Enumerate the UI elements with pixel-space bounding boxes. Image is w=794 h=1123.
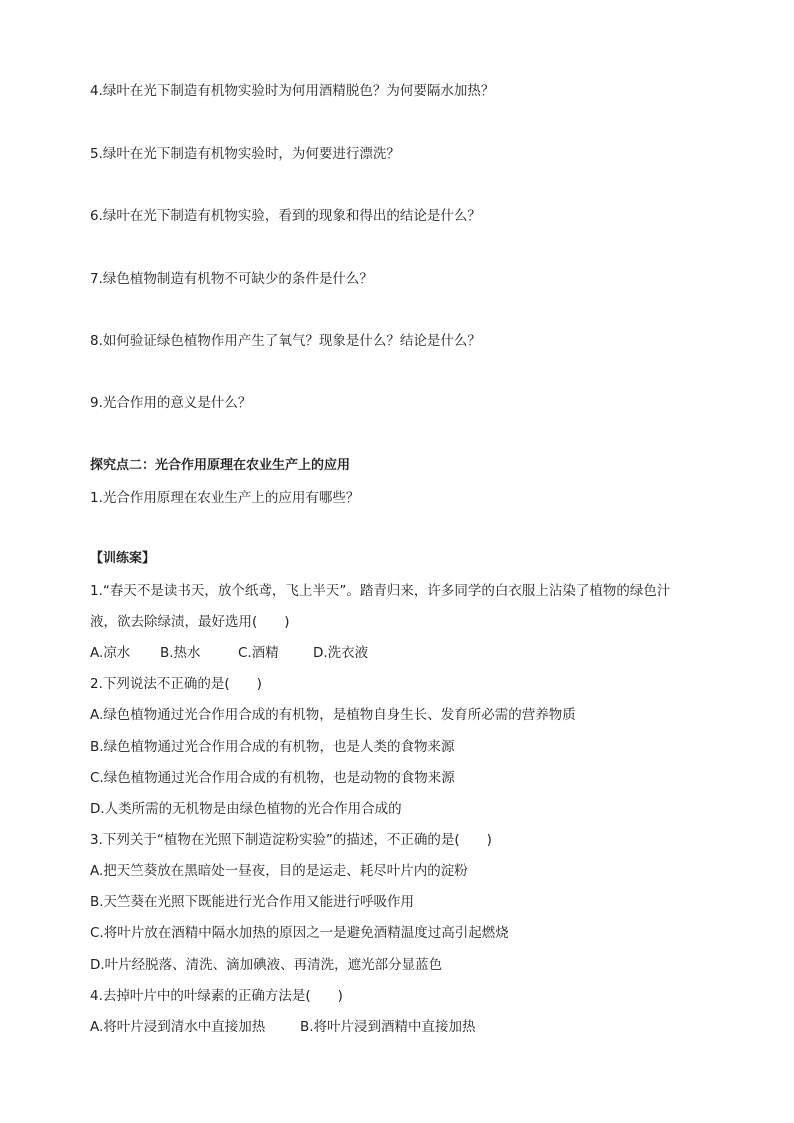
- option-d: D.洗衣液: [313, 645, 369, 661]
- training-q3-option-c: C.将叶片放在酒精中隔水加热的原因之一是避免酒精温度过高引起燃烧: [90, 925, 509, 941]
- training-q1-options: [90, 644, 368, 662]
- question-8: 8.如何验证绿色植物作用产生了氧气？现象是什么？结论是什么？: [90, 333, 481, 349]
- training-q2-option-a: A.绿色植物通过光合作用合成的有机物，是植物自身生长、发育所必需的营养物质: [90, 707, 576, 723]
- question-4: 4.绿叶在光下制造有机物实验时为何用酒精脱色？为何要隔水加热？: [90, 83, 495, 99]
- question-6: 6.绿叶在光下制造有机物实验，看到的现象和得出的结论是什么？: [90, 208, 481, 224]
- training-q3-option-a: A.把天竺葵放在黑暗处一昼夜，目的是运走、耗尽叶片内的淀粉: [90, 863, 468, 879]
- training-q3: 3.下列关于“植物在光照下制造淀粉实验”的描述，不正确的是( ): [90, 832, 492, 848]
- training-q4: 4.去掉叶片中的叶绿素的正确方法是( ): [90, 988, 343, 1004]
- training-q2-option-c: C.绿色植物通过光合作用合成的有机物，也是动物的食物来源: [90, 770, 455, 786]
- training-q2: 2.下列说法不正确的是( ): [90, 676, 262, 692]
- training-q3-option-d: D.叶片经脱落、清洗、滴加碘液、再清洗，遮光部分显蓝色: [90, 957, 443, 973]
- explore-2-question-1: 1.光合作用原理在农业生产上的应用有哪些？: [90, 490, 360, 506]
- option-a: A.凉水: [90, 645, 131, 661]
- option-b: B.热水: [160, 645, 201, 661]
- training-q1-line-2: 液，欲去除绿渍，最好选用( ): [90, 614, 290, 630]
- training-q2-option-d: D.人类所需的无机物是由绿色植物的光合作用合成的: [90, 801, 402, 817]
- option-c: C.酒精: [238, 645, 279, 661]
- question-7: 7.绿色植物制造有机物不可缺少的条件是什么？: [90, 271, 373, 287]
- training-q3-option-b: B.天竺葵在光照下既能进行光合作用又能进行呼吸作用: [90, 894, 415, 910]
- section-heading-explore-2: 探究点二：光合作用原理在农业生产上的应用: [90, 458, 351, 473]
- section-heading-training: 【训练案】: [90, 551, 156, 566]
- option-b: B.将叶片浸到酒精中直接加热: [300, 1019, 476, 1035]
- training-q4-options: [90, 1018, 476, 1036]
- training-q2-option-b: B.绿色植物通过光合作用合成的有机物，也是人类的食物来源: [90, 739, 455, 755]
- training-q1-line-1: 1.“春天不是读书天，放个纸鸢，飞上半天”。踏青归来，许多同学的白衣服上沾染了植物的绿色汁: [90, 583, 671, 599]
- question-9: 9.光合作用的意义是什么？: [90, 395, 252, 411]
- option-a: A.将叶片浸到清水中直接加热: [90, 1019, 266, 1035]
- question-5: 5.绿叶在光下制造有机物实验时，为何要进行漂洗？: [90, 146, 400, 162]
